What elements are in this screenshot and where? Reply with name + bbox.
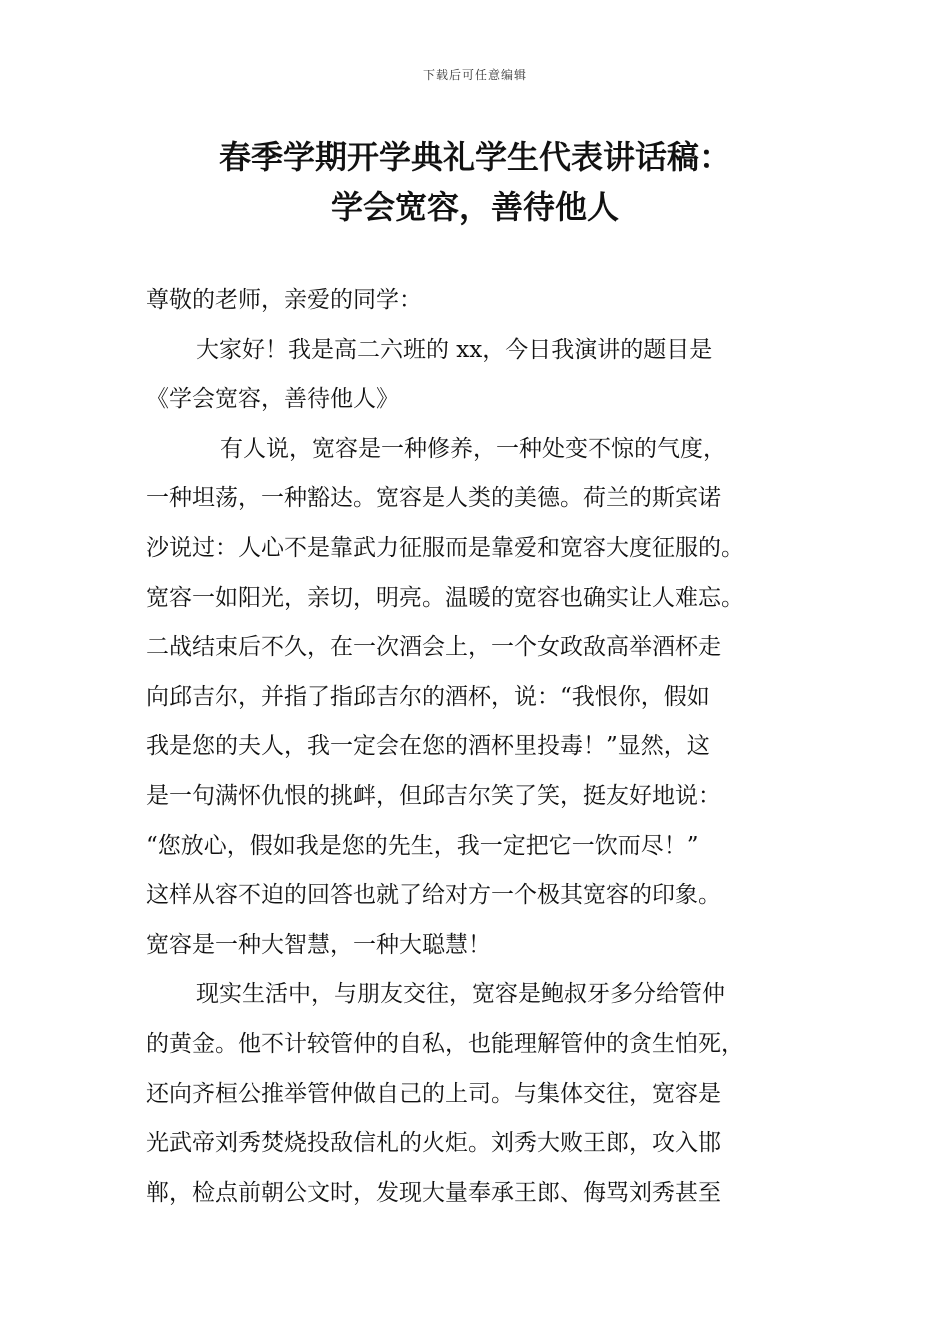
- paragraph-line: 二战结束后不久，在一次酒会上，一个女政敌高举酒杯走: [146, 634, 721, 661]
- header-note: 下载后可任意编辑: [422, 68, 527, 82]
- paragraph-line: 是一句满怀仇恨的挑衅，但邱吉尔笑了笑，挺友好地说：: [146, 782, 721, 809]
- paragraph-line: 有人说，宽容是一种修养，一种处变不惊的气度，: [220, 435, 726, 462]
- paragraph-line: 宽容是一种大智慧，一种大聪慧！: [146, 931, 491, 958]
- speech-body: [146, 276, 806, 1218]
- paragraph-line: 大家好！我是高二六班的 xx，今日我演讲的题目是: [196, 336, 713, 363]
- paragraph-line: “您放心，假如我是您的先生，我一定把它一饮而尽！”: [146, 832, 699, 859]
- paragraph-line: 郸，检点前朝公文时，发现大量奉承王郎、侮骂刘秀甚至: [146, 1179, 721, 1206]
- paragraph-line: 还向齐桓公推举管仲做自己的上司。与集体交往，宽容是: [146, 1080, 721, 1107]
- paragraph-line: 《学会宽容，善待他人》: [146, 386, 399, 413]
- paragraph-line: 向邱吉尔，并指了指邱吉尔的酒杯，说：“我恨你，假如: [146, 683, 710, 710]
- paragraph-line: 我是您的夫人，我一定会在您的酒杯里投毒！”显然，这: [146, 733, 710, 760]
- paragraph-line: 光武帝刘秀焚烧投敌信札的火炬。刘秀大败王郎，攻入邯: [146, 1130, 721, 1157]
- paragraph-line: 这样从容不迫的回答也就了给对方一个极其宽容的印象。: [146, 882, 721, 909]
- paragraph-line: 一种坦荡，一种豁达。宽容是人类的美德。荷兰的斯宾诺: [146, 485, 721, 512]
- title-line-2: 学会宽容，善待他人: [330, 188, 619, 226]
- paragraph-line: 宽容一如阳光，亲切，明亮。温暖的宽容也确实让人难忘。: [146, 584, 744, 611]
- salutation: 尊敬的老师，亲爱的同学：: [146, 287, 422, 313]
- paragraph-line: 的黄金。他不计较管仲的自私，也能理解管仲的贪生怕死，: [146, 1030, 744, 1057]
- document-title: [0, 132, 950, 232]
- title-line-1: 春季学期开学典礼学生代表讲话稿：: [218, 138, 731, 176]
- paragraph-line: 沙说过：人心不是靠武力征服而是靠爱和宽容大度征服的。: [146, 534, 744, 561]
- paragraph-line: 现实生活中，与朋友交往，宽容是鲍叔牙多分给管仲: [196, 981, 725, 1008]
